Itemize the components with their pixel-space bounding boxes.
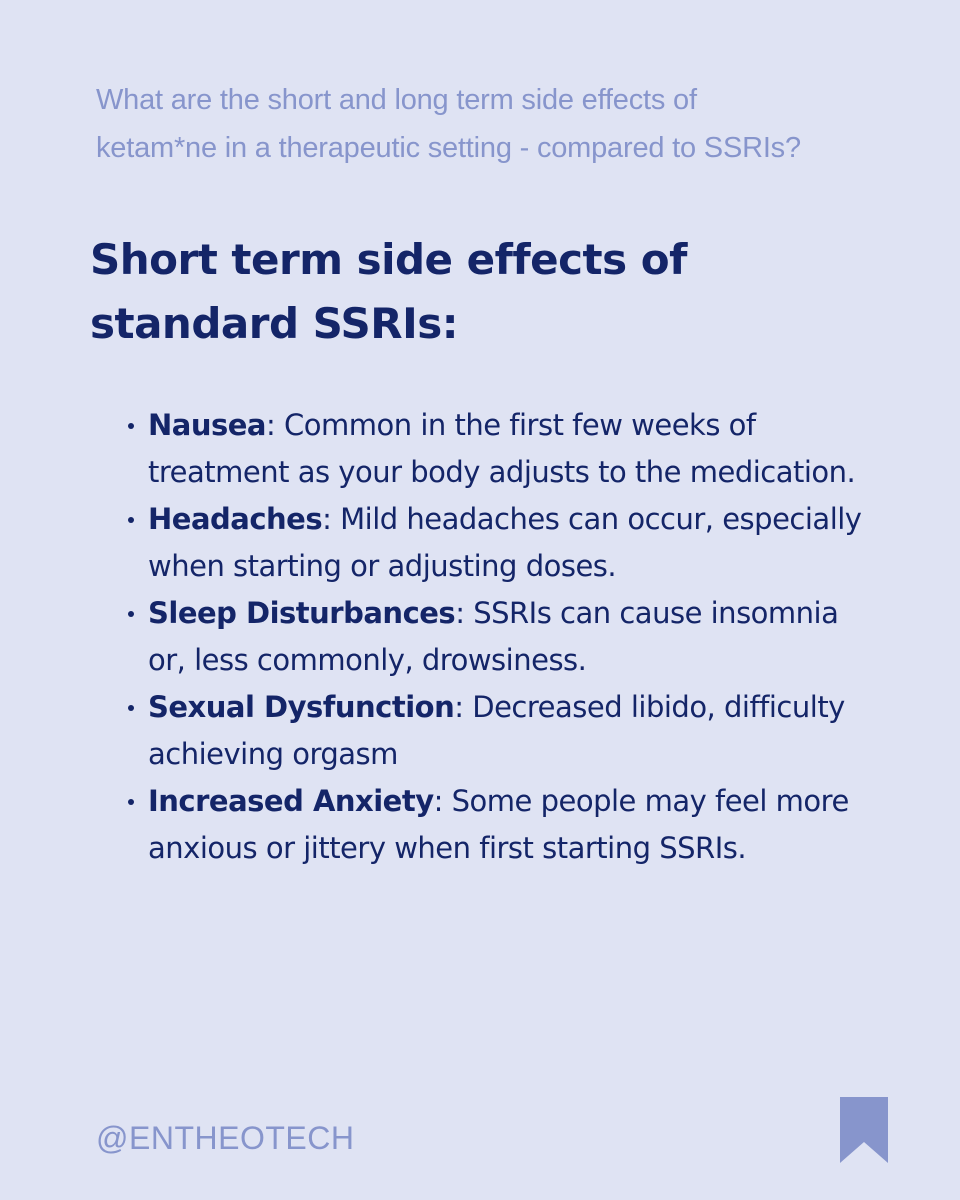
intro-question-line: ketam*ne in a therapeutic setting - compared to SSRIs? <box>96 132 801 164</box>
bullet-icon <box>128 517 134 523</box>
side-effect-description: Common in the first few weeks of treatment as your body adjusts to the medication. <box>148 408 856 489</box>
side-effect-term: Sexual Dysfunction <box>148 690 455 724</box>
bullet-icon <box>128 705 134 711</box>
side-effect-description: SSRIs can cause insomnia or, less commonly, drowsiness. <box>148 596 839 677</box>
side-effect-description: Mild headaches can occur, especially when starting or adjusting doses. <box>148 502 862 583</box>
side-effect-item: Headaches: Mild headaches can occur, especially when starting or adjusting doses. <box>148 496 868 590</box>
intro-question-line: What are the short and long term side effects of <box>96 84 697 116</box>
section-heading-line: standard SSRIs: <box>90 299 458 348</box>
bullet-icon <box>128 611 134 617</box>
section-heading <box>90 228 870 356</box>
bookmark-shape <box>840 1097 888 1163</box>
side-effect-item: Nausea: Common in the first few weeks of treatment as your body adjusts to the medication. <box>148 402 868 496</box>
side-effect-description: Some people may feel more anxious or jittery when first starting SSRIs. <box>148 784 849 865</box>
side-effect-term: Headaches <box>148 502 323 536</box>
bullet-icon <box>128 799 134 805</box>
side-effect-term: Nausea <box>148 408 266 442</box>
bookmark-icon[interactable] <box>840 1097 888 1163</box>
intro-question <box>96 76 896 172</box>
side-effect-item: Sexual Dysfunction: Decreased libido, difficulty achieving orgasm <box>148 684 868 778</box>
section-heading-line: Short term side effects of <box>90 235 687 284</box>
bullet-icon <box>128 423 134 429</box>
side-effects-list <box>148 402 868 872</box>
side-effect-item: Increased Anxiety: Some people may feel more anxious or jittery when first starting SSRIs. <box>148 778 868 872</box>
account-handle: @ENTHEOTECH <box>96 1120 355 1156</box>
side-effect-description: Decreased libido, difficulty achieving orgasm <box>148 690 845 771</box>
side-effect-item: Sleep Disturbances: SSRIs can cause insomnia or, less commonly, drowsiness. <box>148 590 868 684</box>
side-effect-term: Increased Anxiety <box>148 784 434 818</box>
side-effect-term: Sleep Disturbances <box>148 596 456 630</box>
